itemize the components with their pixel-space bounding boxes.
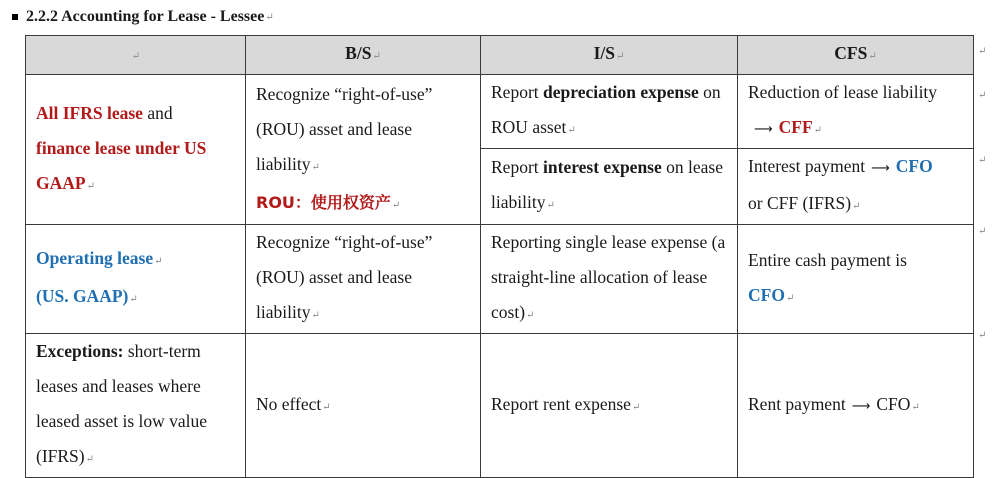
finance-cfs-interest: Interest payment ⟶ CFO or CFF (IFRS)↵ <box>738 149 974 225</box>
section-title: 2.2.2 Accounting for Lease - Lessee <box>26 8 265 25</box>
row-end-mark: ↵ <box>978 330 987 341</box>
finance-bs-cell: Recognize “right-of-use” (ROU) asset and lease liability↵ ROU：使用权资产↵ <box>246 75 481 225</box>
row-end-mark: ↵ <box>978 226 987 237</box>
right-arrow-icon: ⟶ <box>754 122 773 137</box>
header-cfs: CFS↵ <box>738 36 974 75</box>
finance-cfs-reduction: Reduction of lease liability ⟶ CFF↵ <box>738 75 974 149</box>
finance-lease-label: All IFRS lease and finance lease under US GAAP↵ <box>26 75 246 225</box>
paragraph-mark-icon: ↵ <box>265 11 274 23</box>
header-blank: ↵ <box>26 36 246 75</box>
lease-accounting-table <box>25 35 974 478</box>
rou-note: ROU：使用权资产 <box>256 192 391 212</box>
header-bs: B/S↵ <box>246 36 481 75</box>
operating-bs-cell: Recognize “right-of-use” (ROU) asset and lease liability↵ <box>246 225 481 334</box>
exceptions-bs-cell: No effect↵ <box>246 334 481 478</box>
right-arrow-icon: ⟶ <box>851 398 871 414</box>
operating-lease-label: Operating lease↵ (US. GAAP)↵ <box>26 225 246 334</box>
right-arrow-icon: ⟶ <box>871 161 890 176</box>
finance-is-interest: Report interest expense on lease liability↵ <box>481 149 738 225</box>
header-is: I/S↵ <box>481 36 738 75</box>
section-heading <box>12 8 274 26</box>
table-row-exceptions <box>26 334 974 478</box>
finance-is-depreciation: Report depreciation expense on ROU asset↵ <box>481 75 738 149</box>
operating-cfs-cell: Entire cash payment is CFO↵ <box>738 225 974 334</box>
operating-is-cell: Reporting single lease expense (a straight-line allocation of lease cost)↵ <box>481 225 738 334</box>
table-row-operating <box>26 225 974 334</box>
exceptions-cfs-cell: Rent payment ⟶ CFO↵ <box>738 334 974 478</box>
row-end-mark: ↵ <box>978 46 987 57</box>
exceptions-label: Exceptions: short-term leases and leases where leased asset is low value (IFRS)↵ <box>26 334 246 478</box>
table-row-finance <box>26 75 974 149</box>
square-bullet-icon <box>12 14 18 20</box>
header-row <box>26 36 974 75</box>
row-end-mark: ↵ <box>978 155 987 166</box>
exceptions-is-cell: Report rent expense↵ <box>481 334 738 478</box>
row-end-mark: ↵ <box>978 90 987 101</box>
